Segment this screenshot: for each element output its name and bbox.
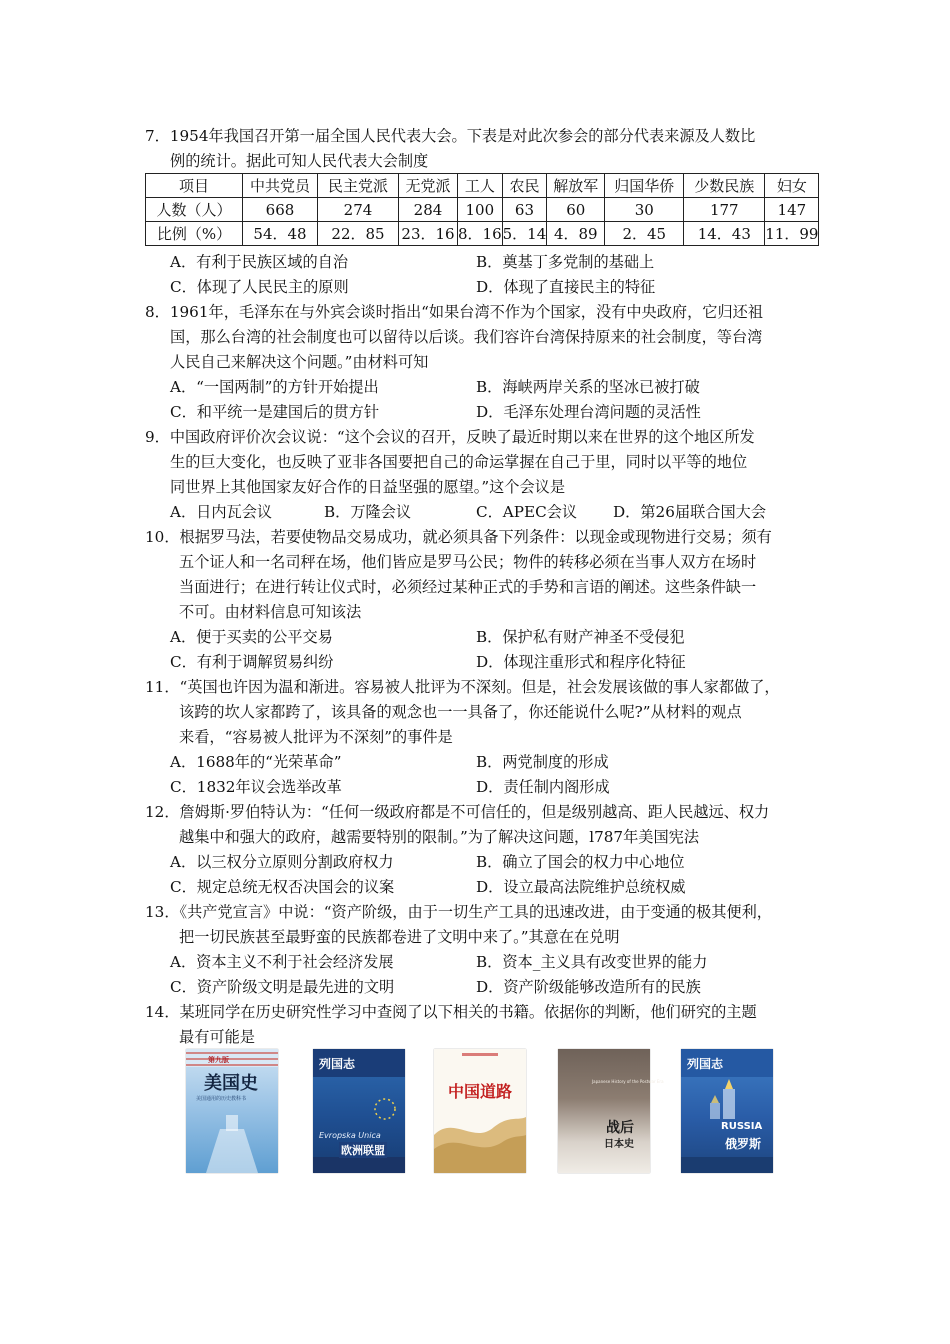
question-9-option-c[interactable]: C．APEC会议 [476,503,578,521]
question-10-option-d[interactable]: D．体现注重形式和程序化特征 [476,653,686,671]
book-title-second-line: 日本史 [604,1139,634,1150]
book-cover-american-history [186,1049,278,1173]
question-9-line-1: 9．中国政府评价次会议说：“这个会议的召开，反映了最近时期以来在世界的这个地区所发 [145,428,755,446]
table-cell: 比例（%） [146,222,243,246]
book-title: 欧洲联盟 [341,1144,385,1157]
question-13-option-a[interactable]: A．资本主义不利于社会经济发展 [170,953,394,971]
table-header-cell: 工人 [458,174,503,198]
book-latin-title: Evropska Unica [319,1131,381,1140]
question-7-line-2: 例的统计。据此可知人民代表大会制度 [170,152,429,170]
question-14-line-1: 14．某班同学在历史研究性学习中查阅了以下相关的书籍。依据你的判断，他们研究的主题 [145,1003,757,1021]
table-cell: 30 [605,198,684,222]
question-12-option-d[interactable]: D．设立最高法院维护总统权威 [476,878,686,896]
question-9-line-2: 生的巨大变化，也反映了亚非各国要把自己的命运掌握在自己于里，同时以平等的地位 [170,453,748,471]
book-cover-china-road [434,1049,526,1173]
question-11-option-c[interactable]: C．1832年议会选举改革 [170,778,342,796]
table-cell: 177 [684,198,765,222]
question-11-line-1: 11．“英国也许因为温和渐进。容易被人批评为不深刻。但是，社会发展该做的事人家都做了， [145,678,780,696]
book-series-label: 列国志 [687,1057,724,1071]
question-12-line-2: 越集中和强大的政府，越需要特别的限制。”为了解决这问题，l787年美国宪法 [179,828,700,846]
table-cell: 2．45 [605,222,684,246]
question-10-option-b[interactable]: B．保护私有财产神圣不受侵犯 [476,628,685,646]
question-8-option-c[interactable]: C．和平统一是建国后的贯方针 [170,403,380,421]
book-title: 中国道路 [448,1082,513,1101]
book-cover-postwar-japan-history [558,1049,664,1173]
question-8-line-1: 8．1961年，毛泽东在与外宾会谈时指出“如果台湾不作为个国家，没有中央政府，它归还祖 [145,303,764,321]
table-cell: 668 [243,198,318,222]
book-edition-label: 第九版 [208,1056,229,1064]
question-9-option-a[interactable]: A．日内瓦会议 [170,503,273,521]
table-header-cell: 妇女 [765,174,819,198]
question-10-line-2: 五个证人和一名司秤在场，他们皆应是罗马公民；物件的转移必须在当事人双方在场时 [179,553,757,571]
book-cover-russia [681,1049,773,1173]
table-cell: 147 [765,198,819,222]
question-13-line-2: 把一切民族甚至最野蛮的民族都卷进了文明中来了。”其意在在兑明 [179,928,620,946]
table-cell: 100 [458,198,503,222]
book-subtitle: Japanese History of the Postwar Era [592,1079,664,1084]
question-8-line-3: 人民自己来解决这个问题。”由材料可知 [170,353,429,371]
question-13-line-1: 13．《共产党宣言》中说：“资产阶级，由于一切生产工具的迅速改进，由于变通的极其便利， [145,903,772,921]
question-13-option-d[interactable]: D．资产阶级能够改造所有的民族 [476,978,701,996]
table-cell: 23．16 [399,222,458,246]
question-8-option-d[interactable]: D．毛泽东处理台湾问题的灵活性 [476,403,701,421]
delegate-statistics-table [145,173,819,246]
table-cell: 274 [318,198,399,222]
book-cover-european-union [313,1049,405,1173]
table-cell: 11．99 [765,222,819,246]
question-10-option-a[interactable]: A．便于买卖的公平交易 [170,628,333,646]
question-10-line-4: 不可。由材料信息可知该法 [179,603,362,621]
question-7-option-c[interactable]: C．体现了人民民主的原则 [170,278,349,296]
table-header-row [146,174,819,198]
table-header-cell: 民主党派 [318,174,399,198]
question-12-line-1: 12．詹姆斯·罗伯特认为：“任何一级政府都是不可信任的，但是级别越高、距人民越远、权力 [145,803,770,821]
question-13-option-b[interactable]: B．资本_主义具有改变世界的能力 [476,953,708,971]
flag-decoration-icon [186,1049,278,1173]
question-8-option-b[interactable]: B．海峡两岸关系的坚冰已被打破 [476,378,700,396]
table-cell: 4．89 [547,222,605,246]
question-12-option-b[interactable]: B．确立了国会的权力中心地位 [476,853,685,871]
book-latin-title: RUSSIA [721,1121,763,1132]
table-header-cell: 解放军 [547,174,605,198]
table-cell: 54．48 [243,222,318,246]
question-7-line-1: 7．1954年我国召开第一届全国人民代表大会。下表是对此次参会的部分代表来源及人数比 [145,127,756,145]
table-row [146,198,819,222]
question-9-option-d[interactable]: D．第26届联合国大会 [613,503,767,521]
question-7-option-a[interactable]: A．有利于民族区域的自治 [170,253,349,271]
book-subtitle: 美国通用的历史教科书 [196,1096,247,1102]
question-13-option-c[interactable]: C．资产阶级文明是最先进的文明 [170,978,395,996]
question-8-option-a[interactable]: A．“一国两制”的方针开始提出 [170,378,379,396]
table-cell: 63 [502,198,547,222]
question-10-option-c[interactable]: C．有利于调解贸易纠纷 [170,653,334,671]
book-series-label: 列国志 [319,1057,356,1071]
table-row [146,222,819,246]
table-cell: 14．43 [684,222,765,246]
table-header-cell: 农民 [502,174,547,198]
question-11-line-3: 来看，“容易被人批评为不深刻”的事件是 [179,728,453,746]
book-title: 俄罗斯 [725,1137,762,1151]
table-cell: 5．14 [502,222,547,246]
book-title: 战后 [606,1120,634,1136]
book-title: 美国史 [204,1073,258,1094]
table-header-cell: 归国华侨 [605,174,684,198]
table-header-cell: 项目 [146,174,243,198]
table-cell: 人数（人） [146,198,243,222]
question-11-option-a[interactable]: A．1688年的“光荣革命” [170,753,342,771]
question-12-option-c[interactable]: C．规定总统无权否决国会的议案 [170,878,395,896]
table-header-cell: 中共党员 [243,174,318,198]
question-10-line-1: 10．根据罗马法，若要使物品交易成功，就必须具备下列条件：以现金或现物进行交易；须有 [145,528,772,546]
question-7-option-d[interactable]: D．体现了直接民主的特征 [476,278,656,296]
question-14-line-2: 最有可能是 [179,1028,255,1046]
table-cell: 60 [547,198,605,222]
question-9-line-3: 同世界上其他国家友好合作的日益坚强的愿望。”这个会议是 [170,478,566,496]
table-cell: 22．85 [318,222,399,246]
table-header-cell: 少数民族 [684,174,765,198]
wave-decoration-icon [434,1049,526,1173]
question-9-option-b[interactable]: B．万隆会议 [324,503,412,521]
question-11-option-b[interactable]: B．两党制度的形成 [476,753,609,771]
table-header-cell: 无党派 [399,174,458,198]
question-10-line-3: 当面进行；在进行转让仪式时，必须经过某种正式的手势和言语的阐述。这些条件缺一 [179,578,757,596]
question-7-option-b[interactable]: B．奠基丁多党制的基础上 [476,253,655,271]
question-11-line-2: 该跨的坎人家都跨了，该具备的观念也一一具备了，你还能说什么呢?”从材料的观点 [179,703,742,721]
table-cell: 284 [399,198,458,222]
question-11-option-d[interactable]: D．责任制内阁形成 [476,778,610,796]
question-8-line-2: 国，那么台湾的社会制度也可以留待以后谈。我们容许台湾保持原来的社会制度，等台湾 [170,328,763,346]
question-12-option-a[interactable]: A．以三权分立原则分割政府权力 [170,853,394,871]
table-cell: 8．16 [458,222,503,246]
